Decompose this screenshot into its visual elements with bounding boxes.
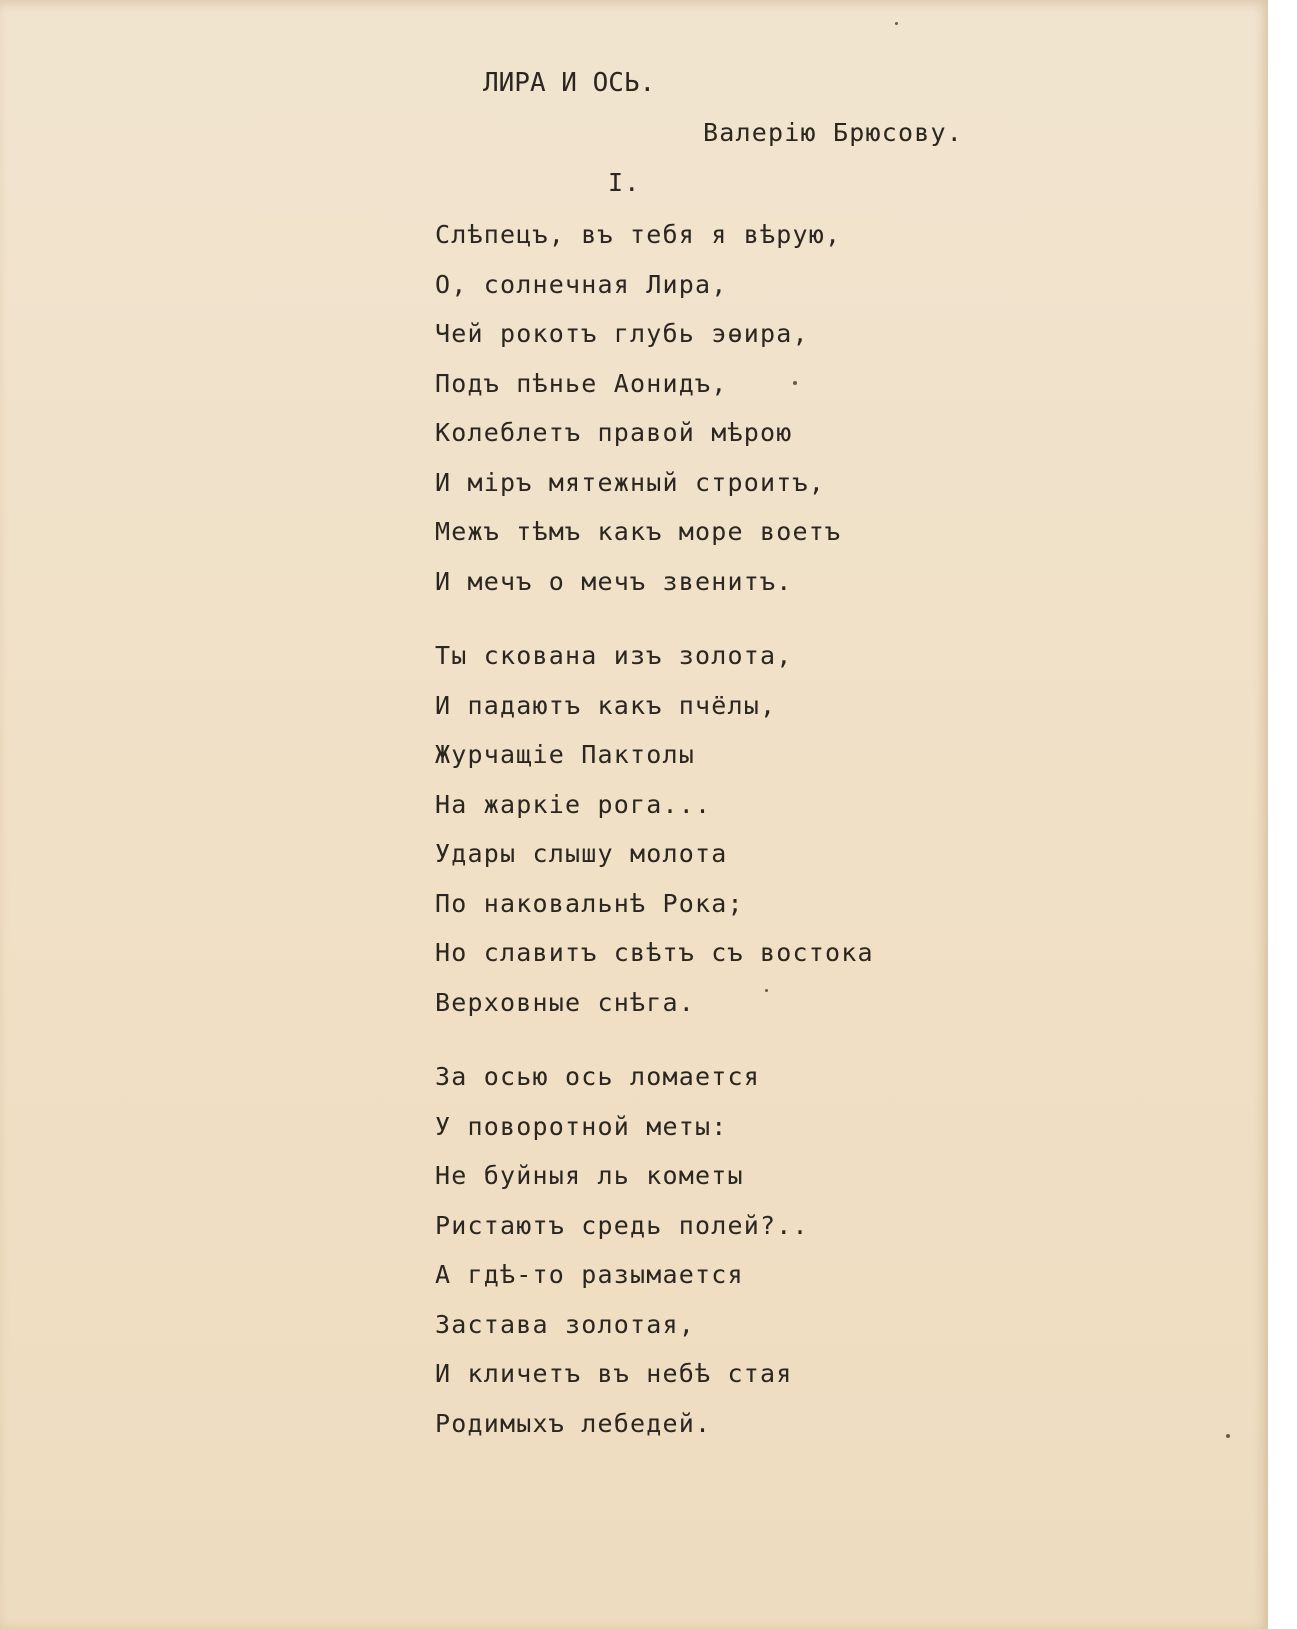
poem-line: Подъ пѣнье Аонидъ,	[435, 368, 728, 398]
poem-line: И падаютъ какъ пчёлы,	[435, 690, 777, 720]
poem-line: Застава золотая,	[435, 1309, 696, 1339]
scan-margin	[1268, 0, 1297, 1629]
poem-line: Верховные снѣга.	[435, 987, 696, 1017]
poem-line: Ристаютъ средь полей?..	[435, 1210, 809, 1240]
poem-line: Слѣпецъ, въ тебя я вѣрую,	[435, 220, 842, 249]
poem-line: Удары слышу молота	[435, 839, 728, 868]
poem-line: На жаркіе рога...	[435, 789, 712, 819]
paper-speck	[1226, 1434, 1230, 1438]
poem-line: Но славитъ свѣтъ съ востока	[435, 938, 874, 967]
stanza-2	[435, 643, 874, 1039]
poem-line: За осью ось ломается	[435, 1062, 761, 1091]
poem-line: По наковальнѣ Рока;	[435, 888, 744, 918]
poem-line: И міръ мятежный строитъ,	[435, 467, 826, 497]
poem-line: У поворотной меты:	[435, 1111, 728, 1141]
poem-line: Ты скована изъ золота,	[435, 641, 793, 670]
poem-line: Родимыхъ лебедей.	[435, 1408, 712, 1438]
poem-title: ЛИРА И ОСЬ.	[483, 68, 656, 98]
paper-speck	[793, 381, 797, 385]
paper-speck	[895, 22, 898, 25]
poem-line: О, солнечная Лира,	[435, 269, 728, 299]
dedication: Валерію Брюсову.	[703, 118, 964, 147]
poem-line: И мечъ о мечъ звенитъ.	[435, 566, 793, 596]
poem-line: Не буйныя ль кометы	[435, 1161, 744, 1190]
paper-speck	[765, 989, 768, 992]
poem-line: А гдѣ-то разымается	[435, 1260, 744, 1289]
poem-line: Чей рокотъ глубь эѳира,	[435, 319, 809, 348]
stanza-3	[435, 1064, 809, 1460]
section-number: I.	[608, 168, 641, 197]
poem-line: И кличетъ въ небѣ стая	[435, 1359, 793, 1388]
poem-line: Межъ тѣмъ какъ море воетъ	[435, 517, 842, 546]
stanza-1	[435, 222, 841, 618]
poem-line: Колеблетъ правой мѣрою	[435, 418, 793, 447]
poem-line: Журчащіе Пактолы	[435, 740, 696, 769]
